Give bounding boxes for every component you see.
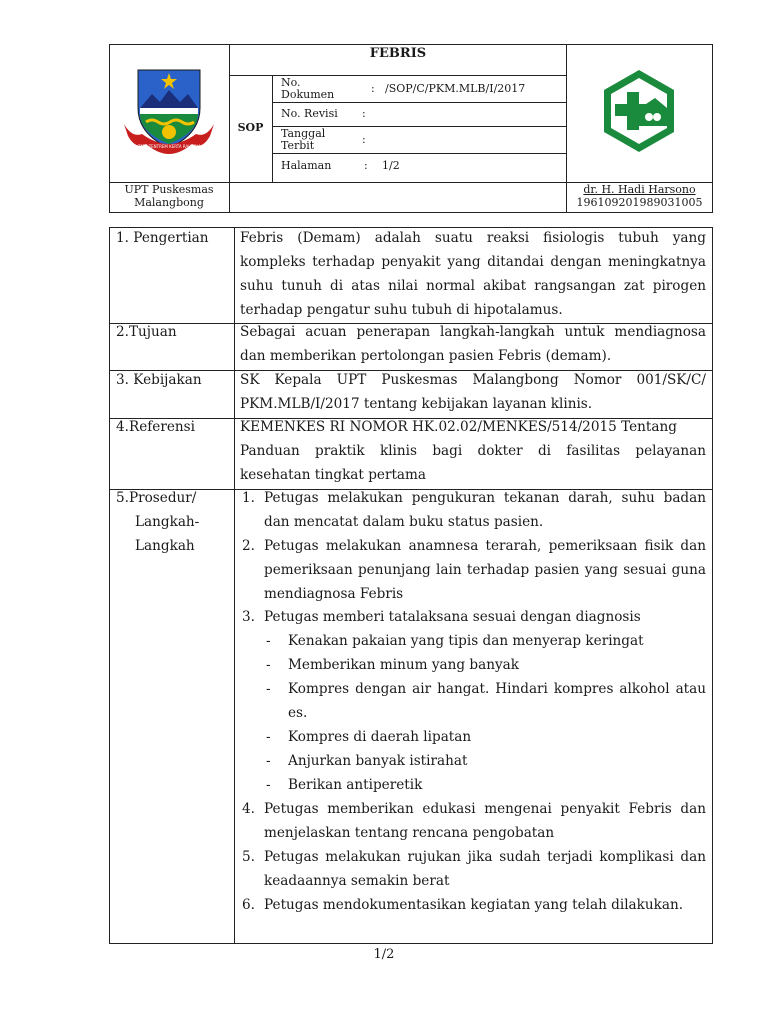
step-line: Petugas memberi tatalaksana sesuai dengan diagnosis <box>264 609 641 625</box>
pengertian-line: suhu tunuh di atas nilai normal akibat rangsangan zat pirogen <box>240 278 706 294</box>
step-line: Petugas mendokumentasikan kegiatan yang telah dilakukan. <box>264 897 684 913</box>
step-line: Petugas melakukan pengukuran tekanan darah, suhu badan <box>264 490 706 506</box>
step-number: 1. <box>242 490 255 506</box>
section-label-prosedur-l3: Langkah <box>135 538 195 554</box>
field-label-no-dokumen-l2: Dokumen <box>281 88 335 101</box>
sub-item-line: Kompres dengan air hangat. Hindari kompres alkohol atau <box>288 681 706 697</box>
section-label-prosedur-l1: 5.Prosedur/ <box>116 490 197 506</box>
field-label-tanggal-l2: Terbit <box>281 139 315 152</box>
pengertian-line: kompleks terhadap penyakit yang ditandai dengan meningkatnya <box>240 254 706 270</box>
field-value-halaman: 1/2 <box>382 159 400 172</box>
step-line: menjelaskan tentang rencana pengobatan <box>264 825 555 841</box>
sub-bullet: - <box>266 729 271 745</box>
field-label-no-dokumen-l1: No. <box>281 76 301 89</box>
sub-item-line: Memberikan minum yang banyak <box>288 657 519 673</box>
step-line: Petugas memberikan edukasi mengenai penyakit Febris dan <box>264 801 706 817</box>
sub-bullet: - <box>266 753 271 769</box>
sub-bullet: - <box>266 633 271 649</box>
step-line: pemeriksaan penunjang lain terhadap pasien yang sesuai guna <box>264 562 706 578</box>
tujuan-line: Sebagai acuan penerapan langkah-langkah untuk mendiagnosa <box>240 324 706 340</box>
section-label-tujuan: 2.Tujuan <box>116 324 177 340</box>
referensi-line: kesehatan tingkat pertama <box>240 467 427 483</box>
pengertian-line: terhadap pengatur suhu tubuh di hipotalamus. <box>240 302 563 318</box>
section-label-referensi: 4.Referensi <box>116 419 195 435</box>
org-name-line2: Malangbong <box>134 196 204 209</box>
field-sep-halaman: : <box>364 159 368 172</box>
sub-item-line: Kompres di daerah lipatan <box>288 729 472 745</box>
step-number: 2. <box>242 538 255 554</box>
field-value-no-dokumen: /SOP/C/PKM.MLB/I/2017 <box>385 82 526 95</box>
referensi-line: KEMENKES RI NOMOR HK.02.02/MENKES/514/2015 Tentang <box>240 419 677 435</box>
step-number: 6. <box>242 897 255 913</box>
field-label-tanggal-l1: Tanggal <box>281 127 326 140</box>
page-number: 1/2 <box>373 947 395 962</box>
step-line: keadaannya semakin berat <box>264 873 450 889</box>
signer-nip: 196109201989031005 <box>576 196 703 209</box>
sub-bullet: - <box>266 657 271 673</box>
sub-bullet: - <box>266 777 271 793</box>
field-label-no-revisi: No. Revisi <box>281 107 338 120</box>
sub-item-line: Kenakan pakaian yang tipis dan menyerap keringat <box>288 633 644 649</box>
step-line: mendiagnosa Febris <box>264 586 404 602</box>
step-number: 5. <box>242 849 255 865</box>
org-name-line1: UPT Puskesmas <box>124 183 214 196</box>
kebijakan-line: PKM.MLB/I/2017 tentang kebijakan layanan klinis. <box>240 396 593 412</box>
sop-label: SOP <box>237 121 264 134</box>
step-number: 4. <box>242 801 255 817</box>
sub-item-line: Berikan antiperetik <box>288 777 423 793</box>
field-label-halaman: Halaman <box>281 159 332 172</box>
sub-item-line: es. <box>288 705 308 721</box>
kebijakan-line: SK Kepala UPT Puskesmas Malangbong Nomor 001/SK/C/ <box>240 372 706 388</box>
field-sep-no-dokumen: : <box>371 82 375 95</box>
sub-bullet: - <box>266 681 271 697</box>
referensi-line: Panduan praktik klinis bagi dokter di fasilitas pelayanan <box>240 443 706 459</box>
pengertian-line: Febris (Demam) adalah suatu reaksi fisiologis tubuh yang <box>240 230 706 246</box>
section-label-pengertian: 1. Pengertian <box>116 230 209 246</box>
signer-name: dr. H. Hadi Harsono <box>583 183 696 196</box>
step-line: dan mencatat dalam buku status pasien. <box>264 514 544 530</box>
field-sep-tanggal: : <box>362 133 366 146</box>
field-sep-no-revisi: : <box>362 107 366 120</box>
document-title: FEBRIS <box>369 46 427 61</box>
sub-item-line: Anjurkan banyak istirahat <box>288 753 468 769</box>
step-number: 3. <box>242 609 255 625</box>
section-label-prosedur-l2: Langkah- <box>135 514 200 530</box>
tujuan-line: dan memberikan pertolongan pasien Febris (demam). <box>240 348 612 364</box>
puskesmas-logo <box>601 68 677 156</box>
step-line: Petugas melakukan rujukan jika sudah terjadi komplikasi dan <box>264 849 706 865</box>
step-line: Petugas melakukan anamnesa terarah, pemeriksaan fisik dan <box>264 538 706 554</box>
section-label-kebijakan: 3. Kebijakan <box>116 372 202 388</box>
emblem-motto-text: TATA TENTREM KERTA RAHARJA <box>138 144 201 149</box>
